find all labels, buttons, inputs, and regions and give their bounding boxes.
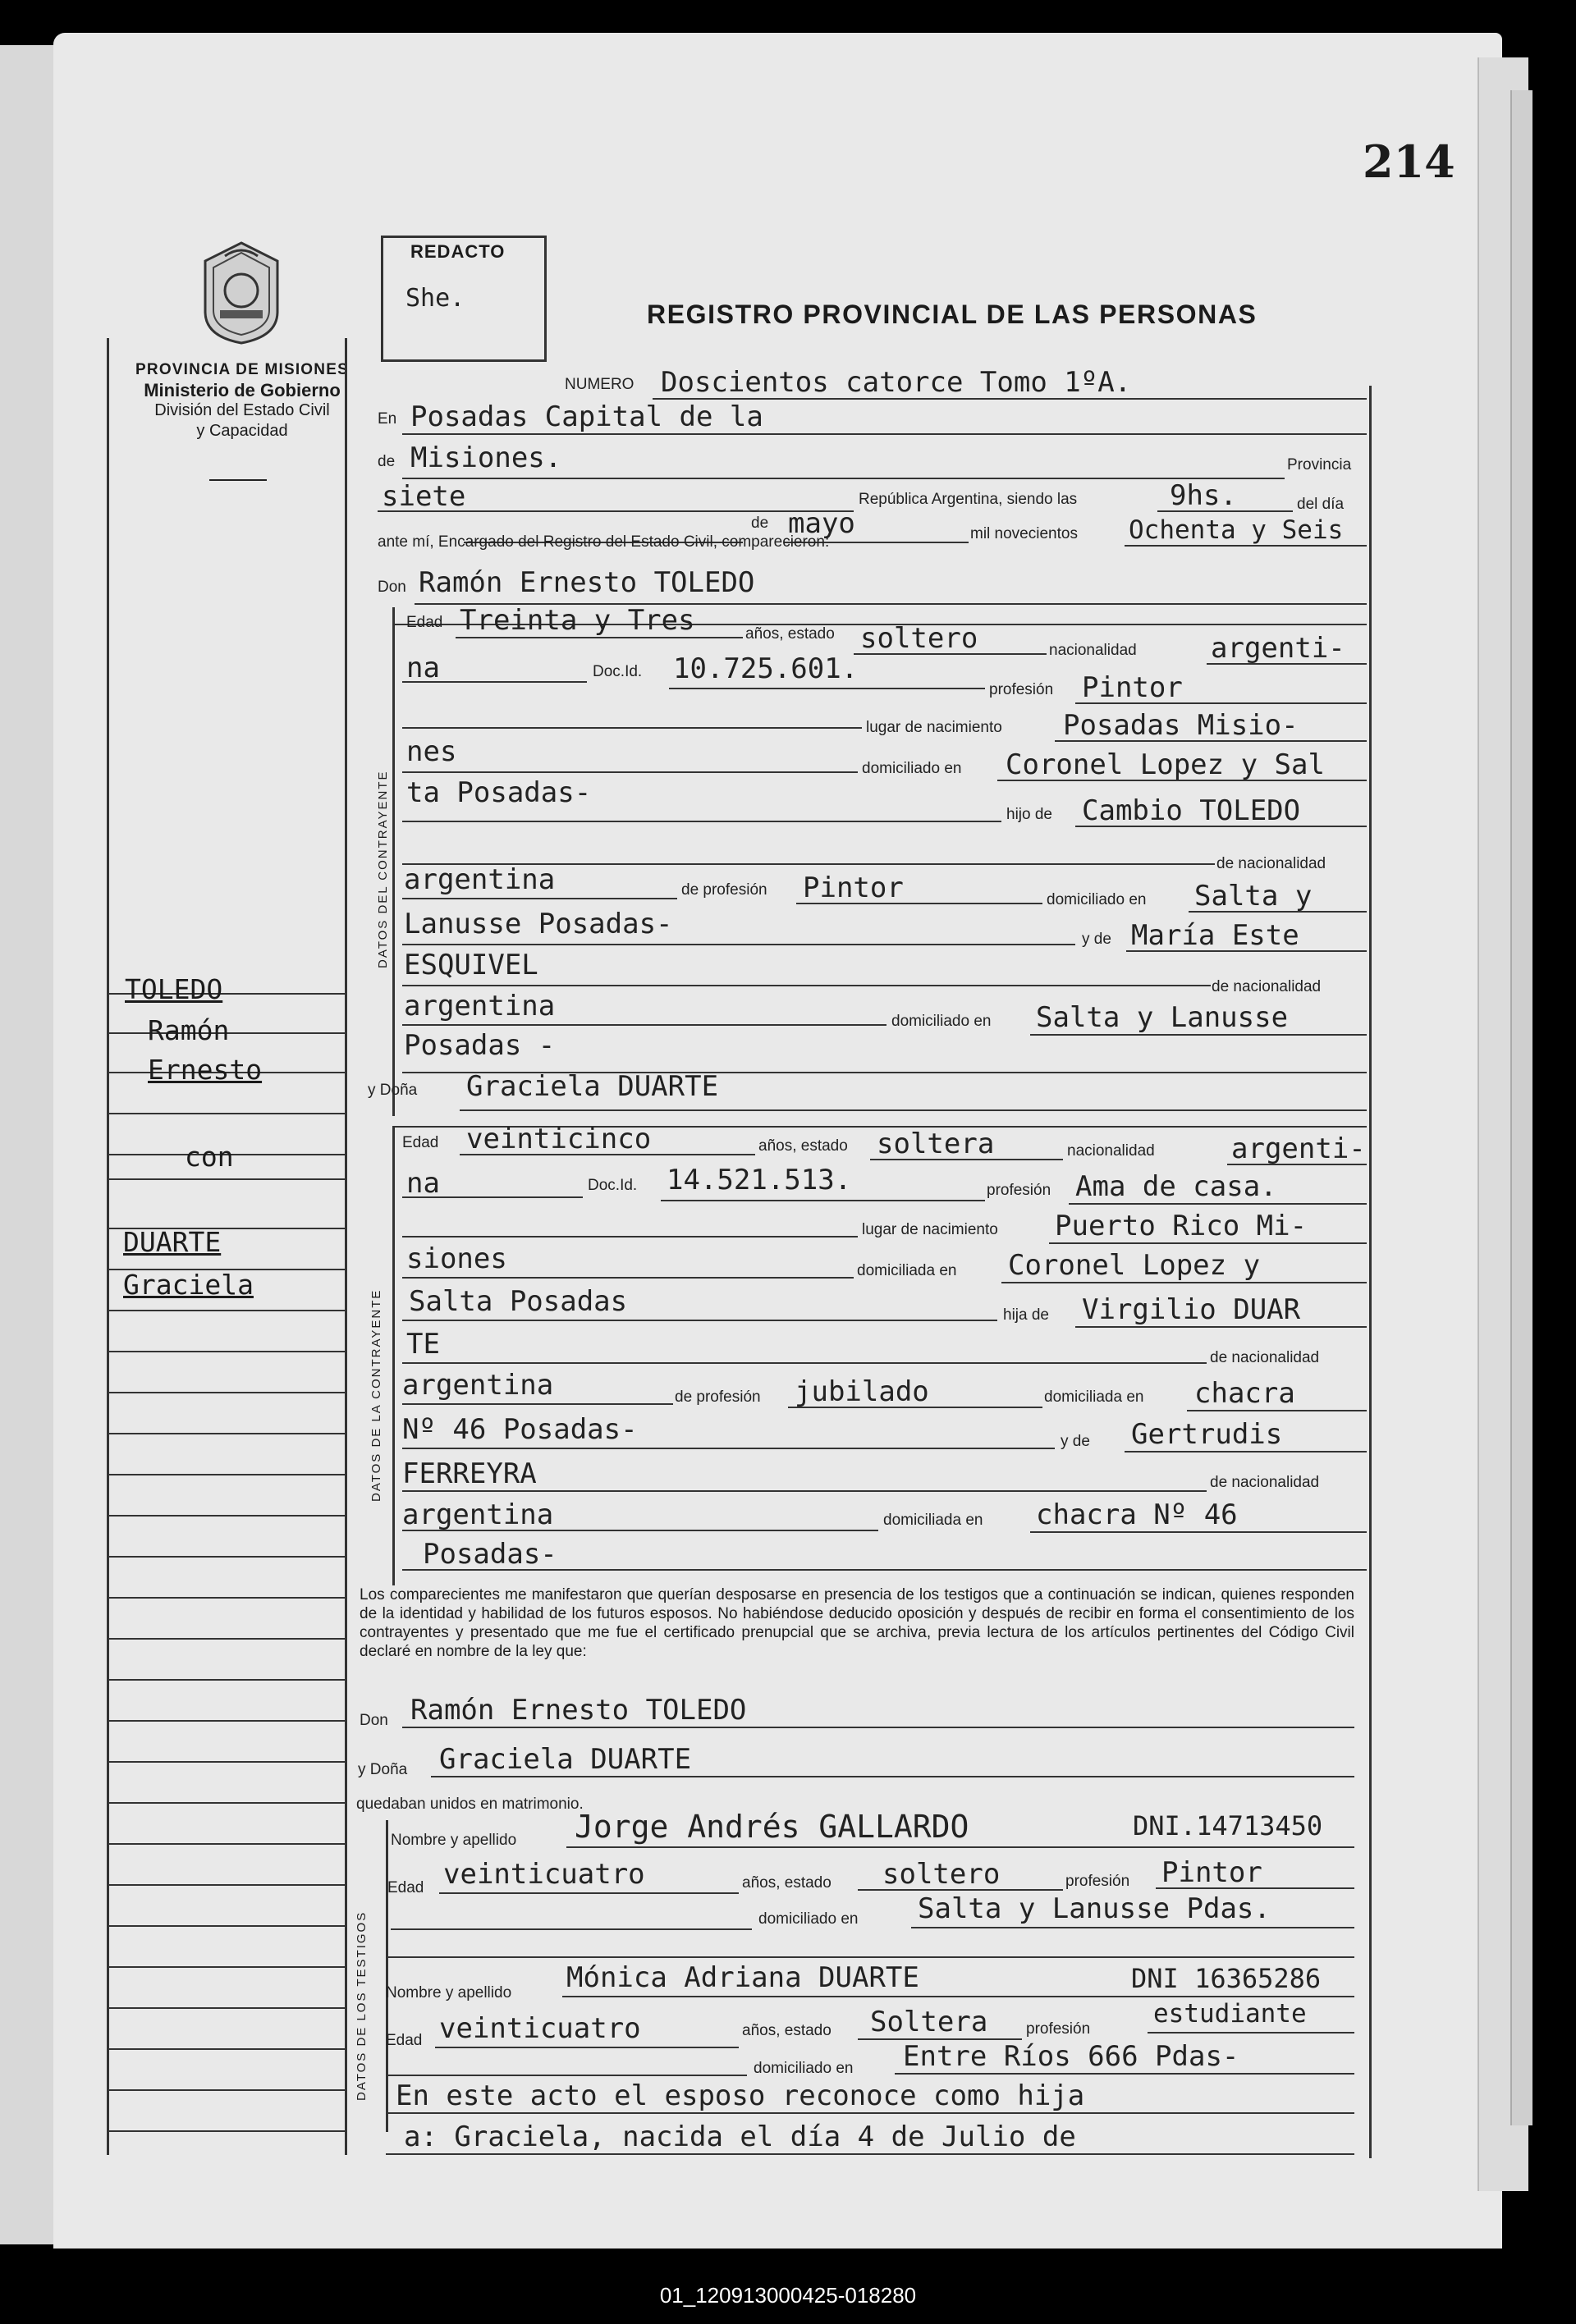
padre-nac-line (402, 898, 677, 899)
t1-domicilio-label: domiciliado en (758, 1910, 859, 1928)
contrayenta-padre-dom-cont: Nº 46 Posadas- (402, 1413, 638, 1446)
acknowledgement-note-1: En este acto el esposo reconoce como hija (396, 2079, 1085, 2112)
t2-profesion-label: profesión (1026, 2020, 1091, 2038)
anio-line (1125, 545, 1367, 547)
left-page-edge (0, 45, 57, 2244)
contrayenta-padre-prof: jubilado (795, 1375, 929, 1408)
margin-surname-1: TOLEDO (125, 973, 223, 1005)
padre-dom-cont-line-2 (402, 1448, 1055, 1449)
contrayente-nacionalidad: argenti- (1211, 632, 1345, 665)
margin-surname-2: DUARTE (123, 1226, 222, 1258)
declaration-text: Los comparecientes me manifestaron que querían desposarse en presencia de los testigos que a continuación se indican, quienes responden de la identidad y habilidad de los futuros esposos. No habiéndose deducido oposición y después de recibir en forma el consentimiento de los contrayentes y presentado que me fue el certificado prenupcial que se archiva, previa lectura de los artículos pertinentes del Código Civil declaré en nombre de la ley que: (360, 1586, 1354, 1660)
t1-domicilio: Salta y Lanusse Pdas. (918, 1892, 1271, 1925)
domicilio-label: domiciliado en (862, 760, 962, 777)
contrayente-doc: 10.725.601. (673, 652, 859, 685)
office-ministry: Ministerio de Gobierno (144, 380, 341, 400)
office-capacity: y Capacidad (196, 422, 288, 440)
hijo-label: hijo de (1006, 806, 1052, 823)
margin-con: con (185, 1141, 234, 1173)
contrayente-bracket (392, 607, 395, 1116)
edad-line-2 (460, 1154, 755, 1155)
mil-label: mil novecientos (970, 525, 1078, 542)
contrayenta-madre: Gertrudis (1131, 1418, 1283, 1451)
contrayenta-name-line (460, 1109, 1367, 1111)
contrayenta-name: Graciela DUARTE (466, 1070, 719, 1103)
contrayenta-nacionalidad: argenti- (1231, 1132, 1366, 1165)
redacto-initials: She. (405, 284, 465, 313)
provincia-label: Provincia (1287, 456, 1352, 473)
contrayente-domicilio-cont: ta Posadas- (406, 776, 592, 809)
t2-nombre: Mónica Adriana DUARTE (566, 1961, 919, 1994)
numero-label: NUMERO (565, 376, 635, 393)
t2-edad-label: Edad (386, 2032, 423, 2049)
padre-line-2 (1075, 1326, 1367, 1328)
nacionalidad-line (1207, 663, 1367, 665)
margin-left-rule (107, 338, 109, 2155)
domicilio-cont-line-2 (402, 1320, 997, 1321)
de-label: de (378, 453, 396, 470)
padre-prof-label: de profesión (681, 881, 767, 899)
padre-nac-label-2: de nacionalidad (1210, 1349, 1320, 1366)
madre-cont-line (402, 985, 1211, 986)
contrayente-padre-dom-cont: Lanusse Posadas- (404, 908, 673, 940)
de-value: Misiones. (410, 441, 562, 474)
t2-domicilio-line (895, 2073, 1354, 2075)
madre-line-2 (1125, 1451, 1367, 1452)
domicilio-line-2 (1001, 1282, 1367, 1283)
testigos-bracket (386, 1820, 388, 2132)
page-edge-back (1510, 90, 1532, 2125)
contrayente-edad: Treinta y Tres (460, 604, 695, 637)
t2-edad: veinticuatro (439, 2012, 641, 2045)
hija-label: hija de (1003, 1306, 1049, 1324)
contrayente-madre-dom: Salta y Lanusse (1036, 1001, 1289, 1034)
lugar-label: lugar de nacimiento (866, 719, 1002, 736)
contrayenta-doc: 14.521.513. (667, 1164, 852, 1196)
doc-label-2: Doc.Id. (588, 1177, 638, 1194)
decl-dona-line (431, 1776, 1354, 1777)
contrayente-madre-dom-cont: Posadas - (404, 1029, 556, 1062)
lugar-cont-line-2 (402, 1277, 854, 1279)
anio-value: Ochenta y Seis (1129, 515, 1344, 545)
edad-label: Edad (406, 614, 443, 631)
en-label: En (378, 410, 397, 428)
margin-name-1a: Ramón (148, 1014, 230, 1046)
decl-closing: quedaban unidos en matrimonio. (356, 1796, 584, 1813)
t1-estado-line (858, 1889, 1063, 1891)
doc-label: Doc.Id. (593, 663, 643, 680)
provincial-seal-icon (195, 240, 287, 346)
anios-estado-label-2: años, estado (758, 1137, 848, 1155)
lugar-cont-line (402, 771, 858, 773)
t1-estado-label: años, estado (742, 1874, 832, 1892)
contrayenta-bottom-rule (402, 1569, 1367, 1571)
madre-nac-line-2 (402, 1530, 878, 1531)
contrayenta-lugar: Puerto Rico Mi- (1055, 1210, 1308, 1242)
madre-dom-line-2 (1030, 1531, 1367, 1533)
edad-line (456, 637, 743, 638)
contrayenta-padre-nac: argentina (402, 1369, 554, 1402)
contrayente-lugar-cont: nes (406, 735, 457, 768)
contrayenta-bracket (392, 1126, 395, 1585)
decl-don-line (402, 1727, 1354, 1728)
dona-label: y Doña (368, 1082, 418, 1099)
contrayente-madre-nac: argentina (404, 990, 556, 1022)
padre-dom-label: domiciliado en (1047, 891, 1147, 908)
lugar-label-2: lugar de nacimiento (862, 1221, 998, 1238)
contrayente-estado: soltero (860, 622, 978, 655)
contrayenta-madre-cont: FERREYRA (402, 1457, 537, 1490)
t1-edad: veinticuatro (443, 1858, 645, 1891)
contrayenta-madre-dom: chacra Nº 46 (1036, 1498, 1238, 1531)
padre-dom-line (1189, 911, 1367, 913)
nacionalidad-label: nacionalidad (1049, 642, 1137, 659)
padre-dom-label-2: domiciliada en (1044, 1388, 1144, 1406)
t2-nombre-line (562, 1996, 1354, 1997)
t1-domicilio-line (911, 1927, 1354, 1928)
profesion-label: profesión (989, 681, 1054, 698)
contrayenta-madre-dom-cont: Posadas- (423, 1538, 557, 1571)
madre-dom-label-2: domiciliada en (883, 1512, 983, 1529)
en-line (402, 433, 1367, 435)
madre-dom-label: domiciliado en (891, 1013, 992, 1030)
t1-nombre-line (566, 1846, 1354, 1848)
contrayente-domicilio: Coronel Lopez y Sal (1006, 748, 1325, 781)
t2-profesion: estudiante (1153, 1999, 1307, 2029)
contrayenta-padre: Virgilio DUAR (1082, 1293, 1301, 1326)
contrayenta-nacionalidad-cont: na (406, 1167, 440, 1200)
footer-id: 01_120913000425-018280 (659, 2283, 917, 2308)
mes-value: mayo (788, 507, 855, 540)
padre-prof-line-2 (788, 1407, 1042, 1408)
office-province: PROVINCIA DE MISIONES (135, 361, 349, 378)
padre-nac-label: de nacionalidad (1216, 855, 1326, 872)
contrayenta-estado: soltera (877, 1128, 995, 1160)
doc-line (669, 688, 985, 689)
document-title: REGISTRO PROVINCIAL DE LAS PERSONAS (647, 300, 1258, 329)
madre-cont-line-2 (402, 1490, 1207, 1492)
decl-don-label: Don (360, 1712, 388, 1729)
madre-nac-label-2: de nacionalidad (1210, 1474, 1320, 1491)
t2-profesion-line (1148, 2032, 1354, 2034)
edad-label-2: Edad (402, 1134, 439, 1151)
notes-line-1 (386, 2112, 1354, 2114)
office-division: División del Estado Civil (154, 401, 330, 419)
t2-estado: Soltera (870, 2006, 988, 2038)
t1-nombre-label: Nombre y apellido (391, 1832, 517, 1849)
t1-estado: soltero (882, 1858, 1001, 1891)
contrayente-padre: Cambio TOLEDO (1082, 794, 1301, 827)
nacionalidad-label-2: nacionalidad (1067, 1142, 1155, 1160)
contrayenta-section-label: DATOS DE LA CONTRAYENTE (369, 1288, 383, 1502)
contrayenta-domicilio: Coronel Lopez y (1008, 1249, 1261, 1282)
contrayente-lugar: Posadas Misio- (1063, 709, 1299, 742)
domicilio-cont-line (402, 821, 1001, 822)
acknowledgement-note-2: a: Graciela, nacida el día 4 de Julio de (404, 2120, 1076, 2153)
contrayenta-padre-dom: chacra (1194, 1377, 1295, 1410)
notes-line-2 (386, 2153, 1354, 2155)
t2-doc: DNI 16365286 (1131, 1963, 1322, 1994)
contrayenta-madre-nac: argentina (402, 1498, 554, 1531)
padre-line (1075, 826, 1367, 827)
numero-value: Doscientos catorce Tomo 1ºA. (661, 366, 1132, 399)
t2-domicilio-label: domiciliado en (754, 2060, 854, 2077)
lugar-line (1055, 740, 1367, 742)
decl-dona-name: Graciela DUARTE (439, 1743, 692, 1776)
decl-dona-label: y Doña (358, 1761, 408, 1778)
republica-label: República Argentina, siendo las (859, 491, 1078, 508)
contrayenta-padre-cont: TE (406, 1328, 440, 1361)
t1-doc: DNI.14713450 (1133, 1810, 1323, 1841)
domicilio-label-2: domiciliada en (857, 1262, 957, 1279)
contrayenta-profesion: Ama de casa. (1075, 1170, 1277, 1203)
t1-profesion-line (1156, 1887, 1354, 1889)
madre-label-2: y de (1061, 1433, 1090, 1450)
en-value: Posadas Capital de la (410, 400, 763, 433)
contrayenta-domicilio-cont: Salta Posadas (409, 1285, 628, 1318)
t2-estado-label: años, estado (742, 2022, 832, 2039)
form-right-border (1369, 386, 1372, 2158)
t2-dom-pre-line (386, 2075, 747, 2076)
padre-nac-line-2 (402, 1403, 673, 1405)
margin-right-rule (345, 338, 347, 2155)
estado-line-2 (870, 1159, 1063, 1160)
contrayenta-lugar-cont: siones (406, 1242, 507, 1275)
t2-nombre-label: Nombre y apellido (386, 1984, 512, 2001)
padre-dom-line-2 (1187, 1410, 1367, 1411)
t1-profesion-label: profesión (1065, 1873, 1130, 1890)
padre-prof-line (796, 903, 1042, 904)
redacto-label: REDACTO (410, 241, 506, 262)
contrayente-nacionalidad-cont: na (406, 652, 440, 684)
hora-value: 9hs. (1170, 479, 1237, 512)
margin-name-2: Graciela (123, 1269, 254, 1301)
t1-bottom-rule (386, 1956, 1354, 1958)
contrayente-padre-nac: argentina (404, 863, 556, 896)
estado-line (854, 653, 1047, 655)
nac-cont-line (402, 681, 587, 683)
doc-line-2 (661, 1200, 985, 1201)
dia-label: del día (1297, 496, 1345, 513)
de-line (402, 478, 1285, 479)
lugar-pre-line (402, 727, 862, 729)
padre-cont-line-2 (402, 1362, 1207, 1364)
testigos-section-label: DATOS DE LOS TESTIGOS (355, 1910, 369, 2101)
don-label: Don (378, 579, 406, 596)
madre-nac-label: de nacionalidad (1212, 978, 1322, 995)
madre-line (1126, 950, 1367, 952)
issuing-office (115, 359, 369, 441)
t1-dom-pre-line (391, 1928, 752, 1930)
madre-label: y de (1082, 931, 1111, 948)
numero-line (653, 398, 1367, 400)
t2-edad-line (435, 2047, 739, 2048)
padre-prof-label-2: de profesión (675, 1388, 761, 1406)
ante-label: ante mí, Encargado del Registro del Estado Civil, comparecieron: (378, 533, 830, 551)
contrayente-padre-dom: Salta y (1194, 880, 1313, 913)
page-number: 214 (1363, 135, 1455, 188)
contrayente-name: Ramón Ernesto TOLEDO (419, 566, 755, 599)
contrayente-profesion: Pintor (1082, 671, 1183, 704)
t1-profesion: Pintor (1161, 1856, 1262, 1889)
nac-cont-line-2 (402, 1196, 583, 1198)
t2-domicilio: Entre Ríos 666 Pdas- (903, 2040, 1239, 2073)
t1-edad-label: Edad (387, 1879, 424, 1896)
madre-dom-line (1030, 1034, 1367, 1036)
anios-estado-label: años, estado (745, 625, 835, 643)
dia-line (378, 510, 854, 512)
contrayente-section-label: DATOS DEL CONTRAYENTE (376, 770, 390, 968)
margin-name-1b: Ernesto (148, 1054, 263, 1086)
decl-don-name: Ramón Ernesto TOLEDO (410, 1694, 747, 1727)
madre-nac-line (402, 1024, 886, 1026)
office-rule (209, 479, 267, 481)
profesion-line-2 (1069, 1203, 1367, 1205)
profesion-line (1075, 702, 1367, 704)
lugar-line-2 (1049, 1242, 1367, 1244)
padre-dom-cont-line (402, 944, 1075, 945)
mes-label: de (751, 515, 769, 532)
nacionalidad-line-2 (1227, 1164, 1367, 1165)
dia-value: siete (382, 480, 466, 513)
t1-edad-line (439, 1892, 739, 1894)
lugar-pre-line-2 (402, 1236, 858, 1237)
contrayente-madre-cont: ESQUIVEL (404, 949, 538, 981)
domicilio-line (997, 780, 1367, 781)
hora-line (1157, 510, 1293, 512)
t1-nombre: Jorge Andrés GALLARDO (575, 1809, 969, 1845)
contrayente-padre-prof: Pintor (803, 872, 904, 904)
contrayente-madre: María Este (1131, 919, 1299, 952)
profesion-label-2: profesión (987, 1182, 1051, 1199)
contrayenta-edad: veinticinco (466, 1123, 652, 1155)
